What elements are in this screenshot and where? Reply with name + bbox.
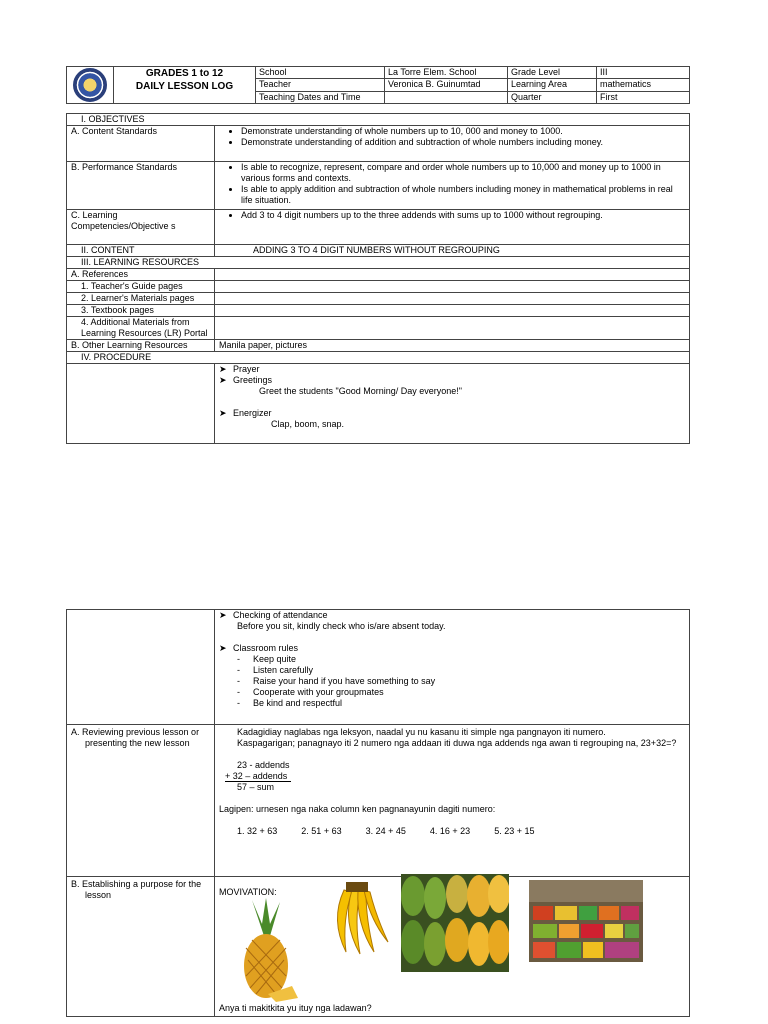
header-label: Teacher (256, 79, 385, 91)
problem-item: 1. 32 + 63 (237, 826, 278, 836)
attendance-rules-cell: ➤ Checking of attendance Before you sit, kindly check who is/are absent today. ➤ Classroom rules - Keep quite - Listen carefully - Raise your hand if you have something to say - Cooperate with your groupmates - Be kind and respectful (215, 610, 690, 725)
energizer-item: Energizer (233, 408, 272, 418)
header-table (66, 66, 690, 104)
header-title-2: DAILY LESSON LOG (135, 81, 234, 92)
other-resources-label: B. Other Learning Resources (67, 340, 215, 352)
header-value: La Torre Elem. School (385, 67, 508, 79)
arrow-bullet-icon: ➤ (219, 610, 227, 620)
attendance-item: Checking of attendance (233, 610, 328, 620)
review-cell (215, 725, 690, 877)
header-title-1: GRADES 1 to 12 (145, 68, 224, 79)
greet-text: Greet the students "Good Morning/ Day everyone!" (259, 386, 462, 396)
problem-item: 5. 23 + 15 (494, 826, 535, 836)
pineapple-image (232, 898, 300, 1004)
problem-item: 2. 51 + 63 (301, 826, 342, 836)
tg-pages-label: 1. Teacher's Guide pages (67, 281, 215, 293)
problems-row (219, 826, 685, 837)
competencies-cell (215, 210, 690, 245)
arrow-bullet-icon: ➤ (219, 364, 227, 374)
empty-cell (215, 305, 690, 317)
rule-item: Keep quite (253, 654, 297, 664)
fruit-stand-image (529, 880, 643, 962)
mangoes-image (401, 874, 509, 972)
rules-item: Classroom rules (233, 643, 299, 653)
review-label: A. Reviewing previous lesson or presenting the new lesson (67, 725, 215, 877)
arrow-bullet-icon: ➤ (219, 375, 227, 385)
objectives-heading: I. OBJECTIVES (67, 114, 690, 126)
header-title-cell (114, 67, 256, 104)
header-value: Veronica B. Guinumtad (385, 79, 508, 91)
resources-heading: III. LEARNING RESOURCES (67, 257, 690, 269)
performance-standard-item: • Is able to recognize, represent, compare and order whole numbers up to 10,000 and money up to 1000 in various forms and contexts. (241, 162, 685, 184)
empty-cell (67, 364, 215, 444)
header-value (385, 91, 508, 103)
example-line-1: 23 - addends (237, 760, 290, 770)
header-value: First (597, 91, 690, 103)
performance-standards-cell (215, 162, 690, 210)
purpose-label: B. Establishing a purpose for the lesson (67, 877, 215, 1017)
problem-item: 3. 24 + 45 (365, 826, 406, 836)
greetings-item: Greetings (233, 375, 273, 385)
deped-seal-cell (67, 67, 114, 104)
competencies-label: C. Learning Competencies/Objective s (67, 210, 215, 245)
rule-item: Raise your hand if you have something to say (253, 676, 436, 686)
empty-cell (215, 281, 690, 293)
empty-cell (215, 269, 690, 281)
deped-seal-icon (73, 68, 107, 102)
performance-standard-item: • Is able to apply addition and subtraction of whole numbers including money in mathematical problems in real life situation. (241, 184, 685, 206)
procedure-heading: IV. PROCEDURE (67, 352, 690, 364)
content-label: II. CONTENT (67, 245, 215, 257)
arrow-bullet-icon: ➤ (219, 643, 227, 653)
prayer-item: Prayer (233, 364, 260, 374)
textbook-pages-label: 3. Textbook pages (67, 305, 215, 317)
energizer-text: Clap, boom, snap. (271, 419, 345, 429)
content-standard-item: • Demonstrate understanding of whole numbers up to 10, 000 and money to 1000. (241, 126, 685, 137)
rule-item: Listen carefully (253, 665, 314, 675)
motivation-label: MOVIVATION: (219, 887, 277, 897)
lm-pages-label: 2. Learner's Materials pages (67, 293, 215, 305)
content-standard-item: • Demonstrate understanding of addition and subtraction of whole numbers including money. (241, 137, 685, 148)
competency-item: • Add 3 to 4 digit numbers up to the three addends with sums up to 1000 without regrouping. (241, 210, 685, 221)
lesson-table-page1 (66, 113, 690, 444)
empty-cell (67, 610, 215, 725)
review-paragraph-2: Kaspagarigan; panagnayo iti 2 numero nga addaan iti duwa nga addends nga awan ti regrouping na, 23+32=? (237, 738, 677, 748)
header-value: III (597, 67, 690, 79)
arrow-bullet-icon: ➤ (219, 408, 227, 418)
rule-item: Be kind and respectful (253, 698, 343, 708)
example-line-3: 57 – sum (237, 782, 275, 792)
references-label: A. References (67, 269, 215, 281)
attendance-text: Before you sit, kindly check who is/are absent today. (237, 621, 446, 631)
problem-item: 4. 16 + 23 (429, 826, 471, 836)
performance-standards-label: B. Performance Standards (67, 162, 215, 210)
additional-materials-label: 4. Additional Materials from Learning Resources (LR) Portal (67, 317, 215, 340)
header-label: Learning Area (508, 79, 597, 91)
header-label: Grade Level (508, 67, 597, 79)
procedure-intro-cell (215, 364, 690, 444)
lagipen-text: Lagipen: urnesen nga naka column ken pagnanayunin dagiti numero: (219, 804, 496, 814)
motivation-question: Anya ti makitkita yu ituy nga ladawan? (219, 1003, 372, 1013)
review-paragraph-1: Kadagidiay naglabas nga leksyon, naadal yu nu kasanu iti simple nga pangnayon iti numero. (237, 727, 606, 737)
content-value: ADDING 3 TO 4 DIGIT NUMBERS WITHOUT REGROUPING (215, 245, 690, 257)
empty-cell (215, 317, 690, 340)
content-standards-cell (215, 126, 690, 162)
rule-item: Cooperate with your groupmates (253, 687, 384, 697)
banana-image (324, 880, 394, 962)
header-label: Quarter (508, 91, 597, 103)
content-standards-label: A. Content Standards (67, 126, 215, 162)
header-label: School (256, 67, 385, 79)
header-value: mathematics (597, 79, 690, 91)
example-line-2: + 32 – addends (225, 771, 291, 782)
other-resources-value: Manila paper, pictures (215, 340, 690, 352)
header-label: Teaching Dates and Time (256, 91, 385, 103)
empty-cell (215, 293, 690, 305)
